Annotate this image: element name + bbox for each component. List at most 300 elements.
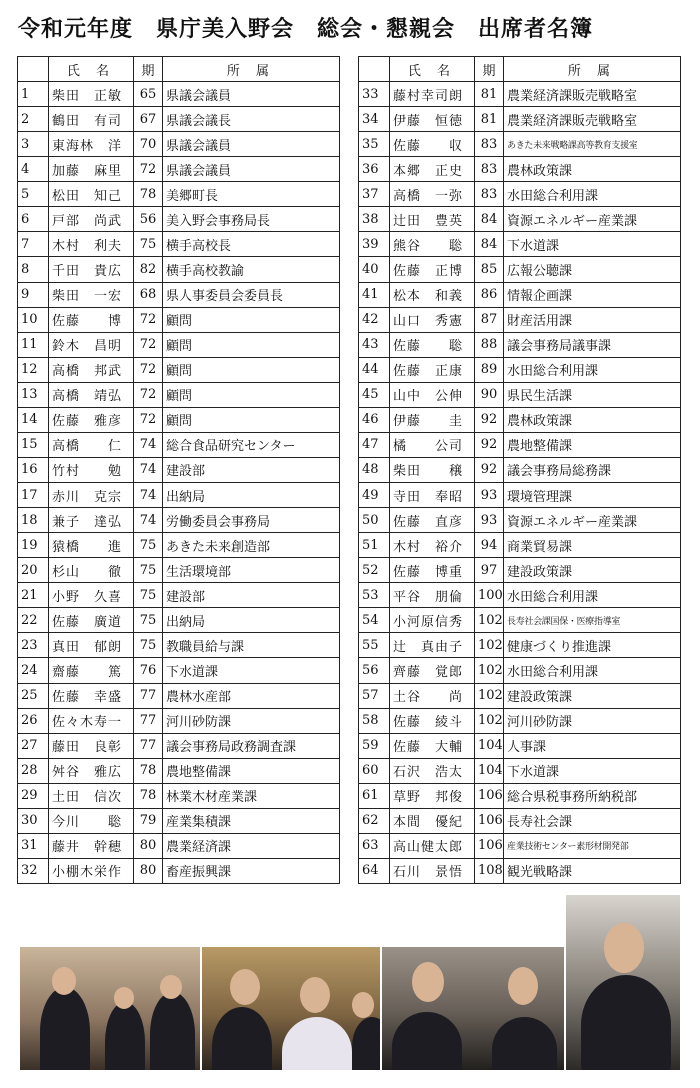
affiliation: 健康づくり推進課: [504, 633, 681, 658]
table-row: [18, 758, 340, 783]
affiliation: 労働委員会事務局: [163, 508, 340, 533]
table-row: [359, 257, 681, 282]
graduation-term: 84: [475, 207, 504, 232]
row-number: 61: [359, 783, 390, 808]
row-number: 35: [359, 132, 390, 157]
table-row: [359, 132, 681, 157]
member-name: 山中 公伸: [390, 382, 475, 407]
table-row: [18, 658, 340, 683]
member-name: 佐藤 収: [390, 132, 475, 157]
row-number: 13: [18, 382, 49, 407]
table-row: [359, 508, 681, 533]
affiliation: 横手高校教諭: [163, 257, 340, 282]
member-name: 小野 久喜: [49, 583, 134, 608]
event-photos: [20, 895, 680, 1070]
graduation-term: 68: [134, 282, 163, 307]
table-row: [18, 82, 340, 107]
table-row: [359, 282, 681, 307]
graduation-term: 56: [134, 207, 163, 232]
table-row: [359, 658, 681, 683]
row-number: 46: [359, 407, 390, 432]
roster-table-right: [358, 56, 681, 884]
graduation-term: 90: [475, 382, 504, 407]
member-name: 本間 優紀: [390, 808, 475, 833]
row-number: 47: [359, 432, 390, 457]
row-number: 20: [18, 558, 49, 583]
row-number: 56: [359, 658, 390, 683]
affiliation: 観光戦略課: [504, 858, 681, 883]
table-row: [18, 157, 340, 182]
table-row: [18, 132, 340, 157]
table-row: [359, 533, 681, 558]
table-row: [18, 608, 340, 633]
affiliation: 議会事務局総務課: [504, 457, 681, 482]
affiliation: 県議会議員: [163, 82, 340, 107]
member-name: 辻 真由子: [390, 633, 475, 658]
affiliation: 顧問: [163, 382, 340, 407]
row-number: 16: [18, 457, 49, 482]
graduation-term: 75: [134, 533, 163, 558]
row-number: 55: [359, 633, 390, 658]
member-name: 小棚木栄作: [49, 858, 134, 883]
row-number: 39: [359, 232, 390, 257]
graduation-term: 85: [475, 257, 504, 282]
affiliation: 顧問: [163, 407, 340, 432]
member-name: 齋藤 篤: [49, 658, 134, 683]
graduation-term: 67: [134, 107, 163, 132]
table-row: [18, 457, 340, 482]
graduation-term: 102: [475, 683, 504, 708]
table-row: [18, 407, 340, 432]
row-number: 2: [18, 107, 49, 132]
affiliation: 農業経済課販売戦略室: [504, 107, 681, 132]
row-number: 23: [18, 633, 49, 658]
graduation-term: 77: [134, 683, 163, 708]
table-row: [18, 633, 340, 658]
member-name: 佐藤 雅彦: [49, 407, 134, 432]
graduation-term: 78: [134, 182, 163, 207]
member-name: 高山健太郎: [390, 833, 475, 858]
table-header-row: [18, 57, 340, 82]
table-row: [359, 758, 681, 783]
graduation-term: 80: [134, 858, 163, 883]
row-number: 6: [18, 207, 49, 232]
member-name: 高橋 靖弘: [49, 382, 134, 407]
member-name: 土谷 尚: [390, 683, 475, 708]
row-number: 59: [359, 733, 390, 758]
affiliation: 長寿社会課: [504, 808, 681, 833]
affiliation: 情報企画課: [504, 282, 681, 307]
graduation-term: 65: [134, 82, 163, 107]
member-name: 佐藤 大輔: [390, 733, 475, 758]
affiliation: 建設部: [163, 457, 340, 482]
graduation-term: 81: [475, 107, 504, 132]
table-row: [359, 708, 681, 733]
table-row: [359, 583, 681, 608]
table-row: [359, 633, 681, 658]
row-number: 45: [359, 382, 390, 407]
row-number: 17: [18, 483, 49, 508]
member-name: 藤田 良彰: [49, 733, 134, 758]
member-name: 藤村幸司朗: [390, 82, 475, 107]
table-row: [18, 307, 340, 332]
affiliation: 美郷町長: [163, 182, 340, 207]
affiliation: 県議会議員: [163, 132, 340, 157]
row-number: 60: [359, 758, 390, 783]
row-number: 1: [18, 82, 49, 107]
affiliation: 畜産振興課: [163, 858, 340, 883]
affiliation: 財産活用課: [504, 307, 681, 332]
affiliation: 横手高校長: [163, 232, 340, 257]
member-name: 松本 和義: [390, 282, 475, 307]
affiliation: 下水道課: [504, 758, 681, 783]
header-name: 氏 名: [390, 57, 475, 82]
affiliation: 農林水産部: [163, 683, 340, 708]
row-number: 50: [359, 508, 390, 533]
affiliation: 農業経済課販売戦略室: [504, 82, 681, 107]
member-name: 平谷 朋倫: [390, 583, 475, 608]
graduation-term: 74: [134, 508, 163, 533]
graduation-term: 75: [134, 583, 163, 608]
member-name: 山口 秀憲: [390, 307, 475, 332]
member-name: 佐藤 直彦: [390, 508, 475, 533]
row-number: 30: [18, 808, 49, 833]
member-name: 佐藤 正康: [390, 357, 475, 382]
table-row: [18, 332, 340, 357]
member-name: 松田 知己: [49, 182, 134, 207]
member-name: 石沢 浩太: [390, 758, 475, 783]
table-row: [18, 583, 340, 608]
member-name: 兼子 達弘: [49, 508, 134, 533]
row-number: 62: [359, 808, 390, 833]
graduation-term: 93: [475, 483, 504, 508]
graduation-term: 75: [134, 558, 163, 583]
affiliation: 下水道課: [504, 232, 681, 257]
event-photo-4: [566, 895, 680, 1070]
member-name: 猿橋 進: [49, 533, 134, 558]
graduation-term: 83: [475, 157, 504, 182]
graduation-term: 83: [475, 132, 504, 157]
table-row: [18, 483, 340, 508]
graduation-term: 72: [134, 157, 163, 182]
member-name: 高橋 邦武: [49, 357, 134, 382]
member-name: 小河原信秀: [390, 608, 475, 633]
row-number: 8: [18, 257, 49, 282]
row-number: 64: [359, 858, 390, 883]
graduation-term: 78: [134, 758, 163, 783]
member-name: 高橋 仁: [49, 432, 134, 457]
graduation-term: 77: [134, 733, 163, 758]
table-row: [359, 332, 681, 357]
affiliation: 顧問: [163, 357, 340, 382]
table-row: [18, 107, 340, 132]
graduation-term: 72: [134, 382, 163, 407]
header-gen: 期: [134, 57, 163, 82]
member-name: 佐藤 廣道: [49, 608, 134, 633]
table-row: [359, 683, 681, 708]
affiliation: 商業貿易課: [504, 533, 681, 558]
member-name: 熊谷 聡: [390, 232, 475, 257]
row-number: 32: [18, 858, 49, 883]
graduation-term: 79: [134, 808, 163, 833]
graduation-term: 102: [475, 708, 504, 733]
row-number: 43: [359, 332, 390, 357]
table-row: [359, 432, 681, 457]
affiliation: 議会事務局政務調査課: [163, 733, 340, 758]
table-row: [18, 533, 340, 558]
affiliation: 農地整備課: [163, 758, 340, 783]
table-row: [359, 483, 681, 508]
row-number: 63: [359, 833, 390, 858]
graduation-term: 78: [134, 783, 163, 808]
member-name: 真田 郁朗: [49, 633, 134, 658]
member-name: 佐藤 正博: [390, 257, 475, 282]
member-name: 高橋 一弥: [390, 182, 475, 207]
member-name: 杉山 徹: [49, 558, 134, 583]
affiliation: 総合食品研究センター: [163, 432, 340, 457]
graduation-term: 76: [134, 658, 163, 683]
member-name: 佐藤 博重: [390, 558, 475, 583]
affiliation: 農林政策課: [504, 407, 681, 432]
table-row: [18, 558, 340, 583]
table-row: [359, 808, 681, 833]
graduation-term: 93: [475, 508, 504, 533]
graduation-term: 92: [475, 432, 504, 457]
affiliation: 水田総合利用課: [504, 658, 681, 683]
affiliation: 出納局: [163, 608, 340, 633]
row-number: 53: [359, 583, 390, 608]
table-row: [359, 407, 681, 432]
affiliation: 議会事務局議事課: [504, 332, 681, 357]
table-row: [359, 107, 681, 132]
affiliation: 環境管理課: [504, 483, 681, 508]
row-number: 26: [18, 708, 49, 733]
row-number: 31: [18, 833, 49, 858]
table-row: [18, 257, 340, 282]
graduation-term: 72: [134, 407, 163, 432]
table-row: [18, 808, 340, 833]
member-name: 柴田 穣: [390, 457, 475, 482]
row-number: 5: [18, 182, 49, 207]
table-row: [359, 833, 681, 858]
roster-tables: [17, 56, 681, 884]
row-number: 21: [18, 583, 49, 608]
row-number: 58: [359, 708, 390, 733]
table-row: [18, 683, 340, 708]
affiliation: 資源エネルギー産業課: [504, 207, 681, 232]
affiliation: 総合県税事務所納税部: [504, 783, 681, 808]
row-number: 15: [18, 432, 49, 457]
graduation-term: 106: [475, 808, 504, 833]
graduation-term: 80: [134, 833, 163, 858]
row-number: 33: [359, 82, 390, 107]
table-row: [18, 382, 340, 407]
row-number: 12: [18, 357, 49, 382]
row-number: 49: [359, 483, 390, 508]
affiliation: 顧問: [163, 332, 340, 357]
member-name: 土田 信次: [49, 783, 134, 808]
graduation-term: 106: [475, 833, 504, 858]
row-number: 44: [359, 357, 390, 382]
row-number: 48: [359, 457, 390, 482]
graduation-term: 84: [475, 232, 504, 257]
affiliation: 美入野会事務局長: [163, 207, 340, 232]
affiliation: あきた未来創造部: [163, 533, 340, 558]
member-name: 藤井 幹穂: [49, 833, 134, 858]
member-name: 千田 貴広: [49, 257, 134, 282]
affiliation: 長寿社会課国保・医療指導室: [504, 608, 681, 633]
graduation-term: 72: [134, 332, 163, 357]
affiliation: 資源エネルギー産業課: [504, 508, 681, 533]
member-name: 竹村 勉: [49, 457, 134, 482]
member-name: 佐藤 聡: [390, 332, 475, 357]
table-row: [18, 182, 340, 207]
row-number: 51: [359, 533, 390, 558]
row-number: 54: [359, 608, 390, 633]
row-number: 57: [359, 683, 390, 708]
header-no: [18, 57, 49, 82]
row-number: 18: [18, 508, 49, 533]
row-number: 25: [18, 683, 49, 708]
member-name: 佐藤 綾斗: [390, 708, 475, 733]
row-number: 22: [18, 608, 49, 633]
graduation-term: 102: [475, 658, 504, 683]
table-row: [18, 207, 340, 232]
row-number: 24: [18, 658, 49, 683]
graduation-term: 89: [475, 357, 504, 382]
table-row: [18, 282, 340, 307]
row-number: 38: [359, 207, 390, 232]
member-name: 鈴木 昌明: [49, 332, 134, 357]
table-row: [18, 833, 340, 858]
member-name: 赤川 克宗: [49, 483, 134, 508]
table-row: [18, 783, 340, 808]
affiliation: 出納局: [163, 483, 340, 508]
table-row: [359, 457, 681, 482]
affiliation: 建設政策課: [504, 683, 681, 708]
row-number: 40: [359, 257, 390, 282]
graduation-term: 106: [475, 783, 504, 808]
affiliation: 人事課: [504, 733, 681, 758]
graduation-term: 108: [475, 858, 504, 883]
roster-body-left: [18, 82, 340, 884]
table-row: [359, 733, 681, 758]
affiliation: 産業技術センター素形材開発部: [504, 833, 681, 858]
table-row: [18, 432, 340, 457]
row-number: 41: [359, 282, 390, 307]
affiliation: 顧問: [163, 307, 340, 332]
page-title: 令和元年度 県庁美入野会 総会・懇親会 出席者名簿: [18, 17, 594, 42]
row-number: 52: [359, 558, 390, 583]
affiliation: 河川砂防課: [163, 708, 340, 733]
roster-body-right: [359, 82, 681, 884]
graduation-term: 74: [134, 483, 163, 508]
table-row: [18, 232, 340, 257]
row-number: 42: [359, 307, 390, 332]
graduation-term: 97: [475, 558, 504, 583]
member-name: 佐藤 幸盛: [49, 683, 134, 708]
affiliation: 産業集積課: [163, 808, 340, 833]
row-number: 11: [18, 332, 49, 357]
affiliation: 県議会議長: [163, 107, 340, 132]
graduation-term: 94: [475, 533, 504, 558]
header-no: [359, 57, 390, 82]
graduation-term: 86: [475, 282, 504, 307]
graduation-term: 77: [134, 708, 163, 733]
event-photo-1: [20, 947, 200, 1070]
member-name: 柴田 一宏: [49, 282, 134, 307]
graduation-term: 74: [134, 432, 163, 457]
graduation-term: 87: [475, 307, 504, 332]
affiliation: 県議会議員: [163, 157, 340, 182]
graduation-term: 75: [134, 633, 163, 658]
affiliation: 河川砂防課: [504, 708, 681, 733]
table-row: [359, 382, 681, 407]
graduation-term: 75: [134, 608, 163, 633]
row-number: 28: [18, 758, 49, 783]
table-row: [359, 608, 681, 633]
member-name: 本郷 正史: [390, 157, 475, 182]
row-number: 34: [359, 107, 390, 132]
graduation-term: 72: [134, 357, 163, 382]
row-number: 14: [18, 407, 49, 432]
member-name: 佐々木寿一: [49, 708, 134, 733]
member-name: 加藤 麻里: [49, 157, 134, 182]
affiliation: 建設部: [163, 583, 340, 608]
table-row: [359, 182, 681, 207]
row-number: 36: [359, 157, 390, 182]
member-name: 伊藤 圭: [390, 407, 475, 432]
member-name: 佐藤 博: [49, 307, 134, 332]
affiliation: 水田総合利用課: [504, 357, 681, 382]
event-photo-3: [382, 947, 564, 1070]
member-name: 木村 裕介: [390, 533, 475, 558]
member-name: 伊藤 恒徳: [390, 107, 475, 132]
member-name: 橘 公司: [390, 432, 475, 457]
roster-table-left: [17, 56, 340, 884]
row-number: 37: [359, 182, 390, 207]
member-name: 今川 聡: [49, 808, 134, 833]
event-photo-2: [202, 947, 380, 1070]
graduation-term: 102: [475, 608, 504, 633]
member-name: 辻田 豊英: [390, 207, 475, 232]
graduation-term: 104: [475, 758, 504, 783]
table-header-row: [359, 57, 681, 82]
graduation-term: 92: [475, 457, 504, 482]
graduation-term: 83: [475, 182, 504, 207]
graduation-term: 82: [134, 257, 163, 282]
graduation-term: 74: [134, 457, 163, 482]
affiliation: あきた未来戦略課高等教育支援室: [504, 132, 681, 157]
table-row: [359, 858, 681, 883]
table-row: [359, 307, 681, 332]
graduation-term: 72: [134, 307, 163, 332]
affiliation: 建設政策課: [504, 558, 681, 583]
member-name: 草野 邦俊: [390, 783, 475, 808]
table-row: [18, 858, 340, 883]
affiliation: 教職員給与課: [163, 633, 340, 658]
affiliation: 水田総合利用課: [504, 182, 681, 207]
table-row: [359, 232, 681, 257]
member-name: 木村 利夫: [49, 232, 134, 257]
member-name: 石川 景悟: [390, 858, 475, 883]
affiliation: 林業木材産業課: [163, 783, 340, 808]
member-name: 寺田 奉昭: [390, 483, 475, 508]
row-number: 9: [18, 282, 49, 307]
graduation-term: 88: [475, 332, 504, 357]
row-number: 27: [18, 733, 49, 758]
affiliation: 下水道課: [163, 658, 340, 683]
